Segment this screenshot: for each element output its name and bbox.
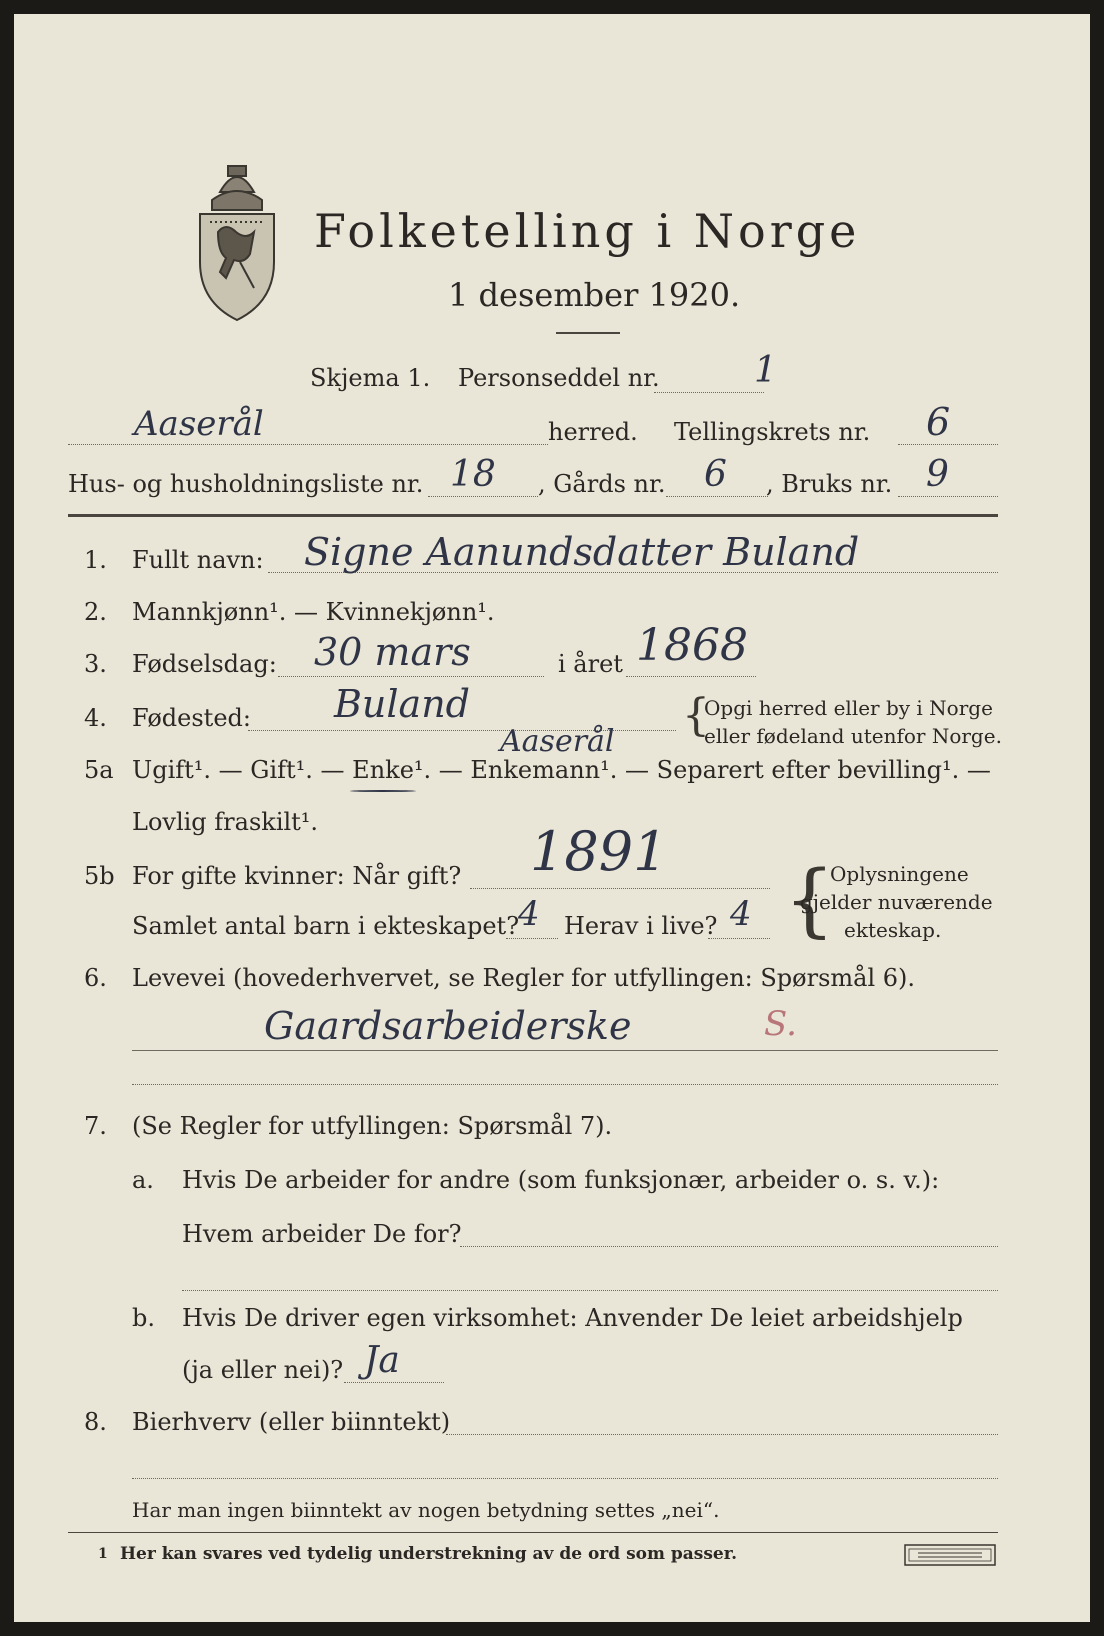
occupation-value: Gaardsarbeiderske [264,1004,632,1048]
hus-label: Hus- og husholdningsliste nr. [68,470,424,498]
q2-number: 2. [84,598,107,626]
q5b-note-line2: gjelder nuværende [800,890,993,914]
census-form [14,14,1090,1622]
bruks-label: , Bruks nr. [766,470,893,498]
q3-label: Fødselsdag: [132,650,277,678]
occupation-code: S. [764,1004,797,1044]
q7b-text: Hvis De driver egen virksomhet: Anvender De leiet arbeidshjelp [182,1304,963,1332]
q8-line1 [446,1434,998,1435]
full-name-value: Signe Aanundsdatter Buland [304,530,860,574]
q5b-note-line1: Oplysningene [830,862,969,886]
q5a-number: 5a [84,756,114,784]
when-married-label: For gifte kvinner: Når gift? [132,862,462,890]
children-label: Samlet antal barn i ekteskapet? [132,912,520,940]
birthplace-municipality-value: Aaserål [500,724,615,759]
q7a-text: Hvis De arbeider for andre (som funksjonær, arbeider o. s. v.): [182,1166,940,1194]
children-line [506,938,558,939]
herred-label: herred. [548,418,638,446]
q7b-question: (ja eller nei)? [182,1356,344,1384]
children-value: 4 [518,894,540,934]
q5b-note-line3: ekteskap. [844,918,942,942]
q6-line2 [132,1084,998,1085]
q7a-line1 [460,1246,998,1247]
q8-line2 [132,1478,998,1479]
header-divider [68,514,998,517]
q5b-brace: { [784,853,835,946]
footer-note: Har man ingen biinntekt av nogen betydning settes „nei“. [132,1498,720,1522]
q4-label: Fødested: [132,704,251,732]
q7-number: 7. [84,1112,107,1140]
q1-number: 1. [84,546,107,574]
q8-label: Bierhverv (eller biinntekt) [132,1408,451,1436]
marital-status-options-cont: Lovlig fraskilt¹. [132,808,319,836]
birth-year-value: 1868 [636,620,748,671]
tellingskrets-label: Tellingskrets nr. [674,418,871,446]
bruks-line [898,496,998,497]
coat-of-arms-emblem [190,152,284,322]
when-married-value: 1891 [530,820,668,883]
q4-brace: { [682,690,710,741]
living-label: Herav i live? [564,912,718,940]
q6-line1 [132,1050,998,1051]
q7a-line2 [182,1290,998,1291]
personseddel-label: Personseddel nr. [458,364,660,392]
hired-help-value: Ja [364,1340,400,1381]
birthday-value: 30 mars [314,630,471,674]
gender-options: Mannkjønn¹. — Kvinnekjønn¹. [132,598,495,626]
q4-note-line2: eller fødeland utenfor Norge. [704,724,1002,748]
year-line [626,676,756,677]
q1-label: Fullt navn: [132,546,264,574]
hus-line [428,496,538,497]
q6-number: 6. [84,964,107,992]
tellingskrets-line [898,444,998,445]
q7-label: (Se Regler for utfyllingen: Spørsmål 7). [132,1112,613,1140]
gards-label: , Gårds nr. [538,470,666,498]
tellingskrets-value: 6 [926,400,951,444]
q8-number: 8. [84,1408,107,1436]
q5b-number: 5b [84,862,115,890]
census-date: 1 desember 1920. [448,276,741,314]
herred-value: Aaserål [134,404,264,444]
enke-underline [350,790,416,792]
q3-line [278,676,544,677]
hus-value: 18 [450,454,496,495]
living-line [708,938,770,939]
q7a-letter: a. [132,1166,154,1194]
birthplace-value: Buland [334,682,471,726]
printer-stamp [904,1544,996,1566]
title-divider [556,332,620,334]
bruks-value: 9 [926,454,949,495]
form-title: Folketelling i Norge [314,204,861,258]
q6-label: Levevei (hovederhvervet, se Regler for utfyllingen: Spørsmål 6). [132,964,916,992]
q3-number: 3. [84,650,107,678]
gards-value: 6 [704,454,727,495]
personseddel-value: 1 [754,350,777,391]
q4-note-line1: Opgi herred eller by i Norge [704,696,993,720]
q7b-letter: b. [132,1304,155,1332]
skjema-label: Skjema 1. [310,364,431,392]
footer-divider [68,1532,998,1533]
when-married-line [470,888,770,889]
living-value: 4 [730,894,752,934]
personseddel-line [654,392,764,393]
q4-number: 4. [84,704,107,732]
year-label: i året [558,650,623,678]
herred-line [68,444,548,445]
footnote-text: Her kan svares ved tydelig understrekning av de ord som passer. [120,1544,738,1564]
q7b-line [344,1382,444,1383]
gards-line [666,496,768,497]
q7a-question: Hvem arbeider De for? [182,1220,462,1248]
marital-status-options: Ugift¹. — Gift¹. — Enke¹. — Enkemann¹. — Separert efter bevilling¹. — [132,756,991,784]
footnote-number: 1 [98,1546,108,1562]
